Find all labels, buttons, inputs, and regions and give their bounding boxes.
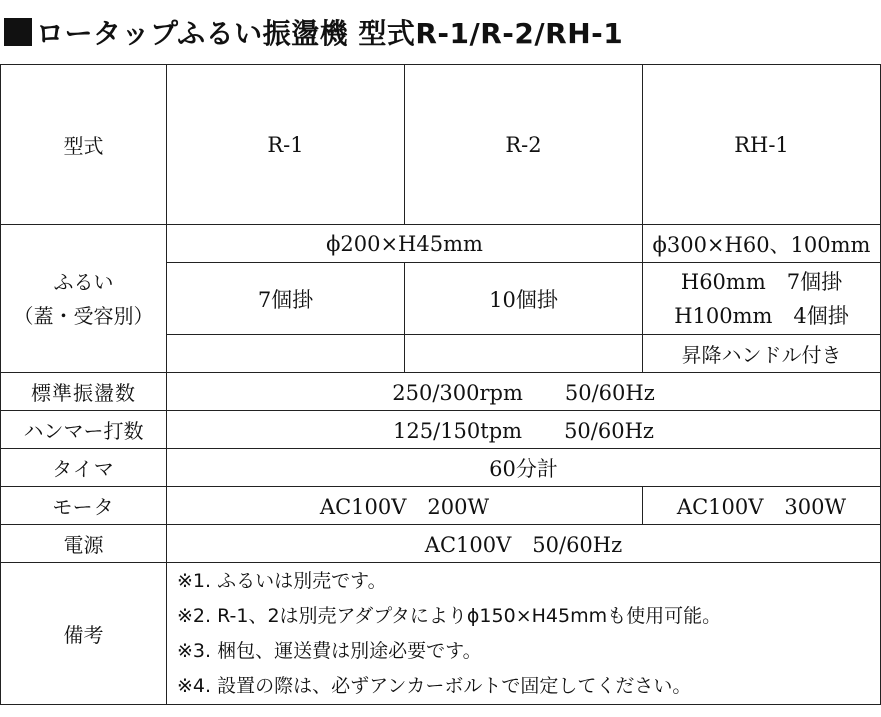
shaking-value: 250/300rpm 50/60Hz	[167, 373, 881, 411]
notes-list	[167, 563, 881, 705]
timer-row	[1, 449, 881, 487]
hammer-value: 125/150tpm 50/60Hz	[167, 411, 881, 449]
power-row	[1, 525, 881, 563]
title-square-marker	[4, 18, 32, 46]
hammer-row	[1, 411, 881, 449]
notes-label: 備考	[1, 563, 167, 705]
note-item-4: ※4. 設置の際は、必ずアンカーボルトで固定してください。	[177, 674, 692, 697]
power-label: 電源	[1, 525, 167, 563]
shaking-label: 標準振盪数	[1, 373, 167, 411]
model-rh1: RH-1	[643, 65, 881, 225]
sieve-size-row	[1, 225, 881, 263]
sieve-lift-rh: 昇降ハンドル付き	[643, 335, 881, 373]
sieve-count-r1: 7個掛	[167, 263, 405, 335]
timer-label: タイマ	[1, 449, 167, 487]
model-r1: R-1	[167, 65, 405, 225]
sieve-size-rh: ϕ300×H60、100mm	[643, 225, 881, 263]
sieve-count-rh-line2: H100mm 4個掛	[674, 303, 849, 328]
notes-row	[1, 563, 881, 705]
sieve-label-line2: （蓋・受容別）	[13, 303, 154, 328]
model-label: 型式	[1, 65, 167, 225]
spec-table	[0, 64, 881, 705]
sieve-count-rh	[643, 263, 881, 335]
sieve-label	[1, 225, 167, 373]
model-row	[1, 65, 881, 225]
shaking-row	[1, 373, 881, 411]
sieve-size-r: ϕ200×H45mm	[167, 225, 643, 263]
title-text: ロータップふるい振盪機 型式R-1/R-2/RH-1	[36, 17, 624, 50]
hammer-label: ハンマー打数	[1, 411, 167, 449]
sieve-count-r2: 10個掛	[405, 263, 643, 335]
sieve-count-rh-line1: H60mm 7個掛	[680, 269, 843, 294]
model-r2: R-2	[405, 65, 643, 225]
note-item-2: ※2. R-1、2は別売アダプタによりϕ150×H45mmも使用可能。	[177, 604, 722, 627]
power-value: AC100V 50/60Hz	[167, 525, 881, 563]
motor-value-rh: AC100V 300W	[643, 487, 881, 525]
motor-row	[1, 487, 881, 525]
page-title	[4, 12, 623, 52]
sieve-lift-r2-empty	[405, 335, 643, 373]
note-item-1: ※1. ふるいは別売です。	[177, 569, 387, 592]
motor-label: モータ	[1, 487, 167, 525]
sieve-lift-r1-empty	[167, 335, 405, 373]
timer-value: 60分計	[167, 449, 881, 487]
note-item-3: ※3. 梱包、運送費は別途必要です。	[177, 639, 482, 662]
sieve-label-line1: ふるい	[53, 269, 114, 294]
motor-value-r: AC100V 200W	[167, 487, 643, 525]
